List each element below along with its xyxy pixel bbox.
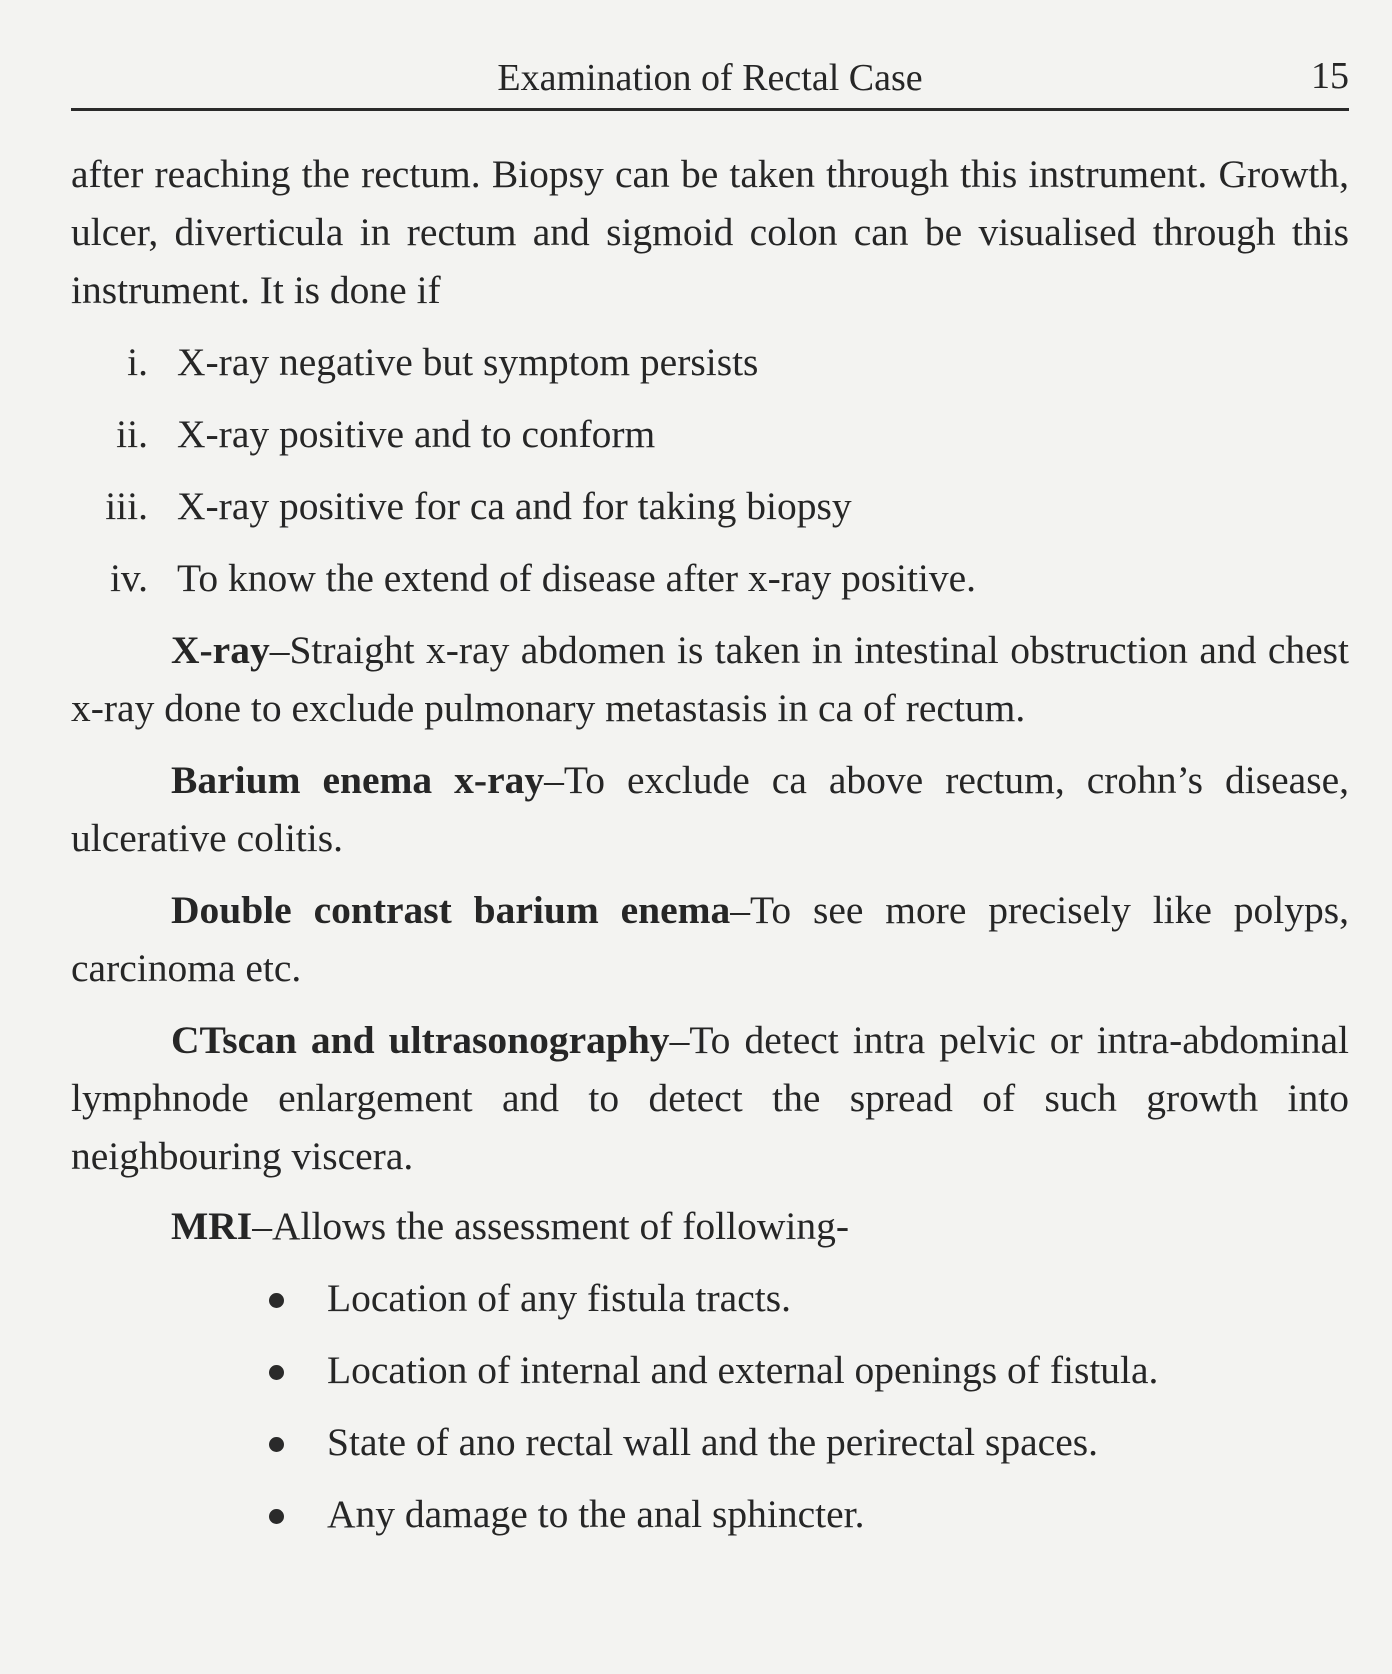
list-item <box>71 477 1349 535</box>
mri-term: MRI <box>171 1204 253 1248</box>
bullet-icon <box>269 1509 284 1524</box>
xray-text: –Straight x-ray abdomen is taken in intestinal obstruction and chest x-ray done to exclude pulmonary metastasis in ca of rectum. <box>71 628 1349 730</box>
list-item <box>71 1341 1349 1399</box>
list-item <box>71 1269 1349 1327</box>
ct-paragraph <box>71 1011 1349 1185</box>
mri-text: –Allows the assessment of following- <box>252 1204 850 1248</box>
list-item-number: ii. <box>116 412 148 456</box>
barium-text: –To exclude ca above rectum, crohn’s disease, ulcerative colitis. <box>71 758 1349 860</box>
double-contrast-paragraph <box>71 881 1349 997</box>
list-item <box>71 1485 1349 1543</box>
page-header <box>71 52 1349 111</box>
page-content <box>71 145 1349 1557</box>
list-item <box>71 1413 1349 1471</box>
ct-text: –To detect intra pelvic or intra-abdominal lymphnode enlargement and to detect the spread of such growth into neighbouring viscera. <box>71 1018 1349 1178</box>
running-title: Examination of Rectal Case <box>497 57 923 99</box>
list-item <box>71 333 1349 391</box>
bullet-icon <box>269 1437 284 1452</box>
list-item-number: iv. <box>109 556 148 600</box>
mri-paragraph <box>71 1197 1349 1255</box>
list-item-text: To know the extend of disease after x-ray positive. <box>177 556 977 600</box>
page-number: 15 <box>1311 55 1349 97</box>
ct-term: CTscan and ultrasonography <box>171 1018 670 1062</box>
list-item-text: State of ano rectal wall and the perirectal spaces. <box>327 1420 1098 1464</box>
list-item <box>71 549 1349 607</box>
list-item-text: X-ray positive and to conform <box>177 412 656 456</box>
list-item-text: Any damage to the anal sphincter. <box>327 1492 865 1536</box>
list-item-text: X-ray positive for ca and for taking biopsy <box>177 484 852 528</box>
list-item-number: i. <box>127 340 148 384</box>
intro-paragraph: after reaching the rectum. Biopsy can be taken through this instrument. Growth, ulcer, diverticula in rectum and sigmoid colon can be visualised through this instrument. It is done if <box>71 152 1349 312</box>
list-item <box>71 405 1349 463</box>
xray-term: X-ray <box>171 628 270 672</box>
list-item-number: iii. <box>105 484 148 528</box>
double-contrast-text: –To see more precisely like polyps, carcinoma etc. <box>71 888 1349 990</box>
xray-paragraph <box>71 621 1349 737</box>
bullet-icon <box>269 1365 284 1380</box>
list-item-text: X-ray negative but symptom persists <box>177 340 759 384</box>
list-item-text: Location of internal and external openings of fistula. <box>327 1348 1159 1392</box>
mri-points-list <box>71 1269 1349 1543</box>
double-contrast-term: Double contrast barium enema <box>171 888 731 932</box>
barium-paragraph <box>71 751 1349 867</box>
indications-list <box>71 333 1349 607</box>
bullet-icon <box>269 1293 284 1308</box>
barium-term: Barium enema x-ray <box>171 758 545 802</box>
list-item-text: Location of any fistula tracts. <box>327 1276 791 1320</box>
